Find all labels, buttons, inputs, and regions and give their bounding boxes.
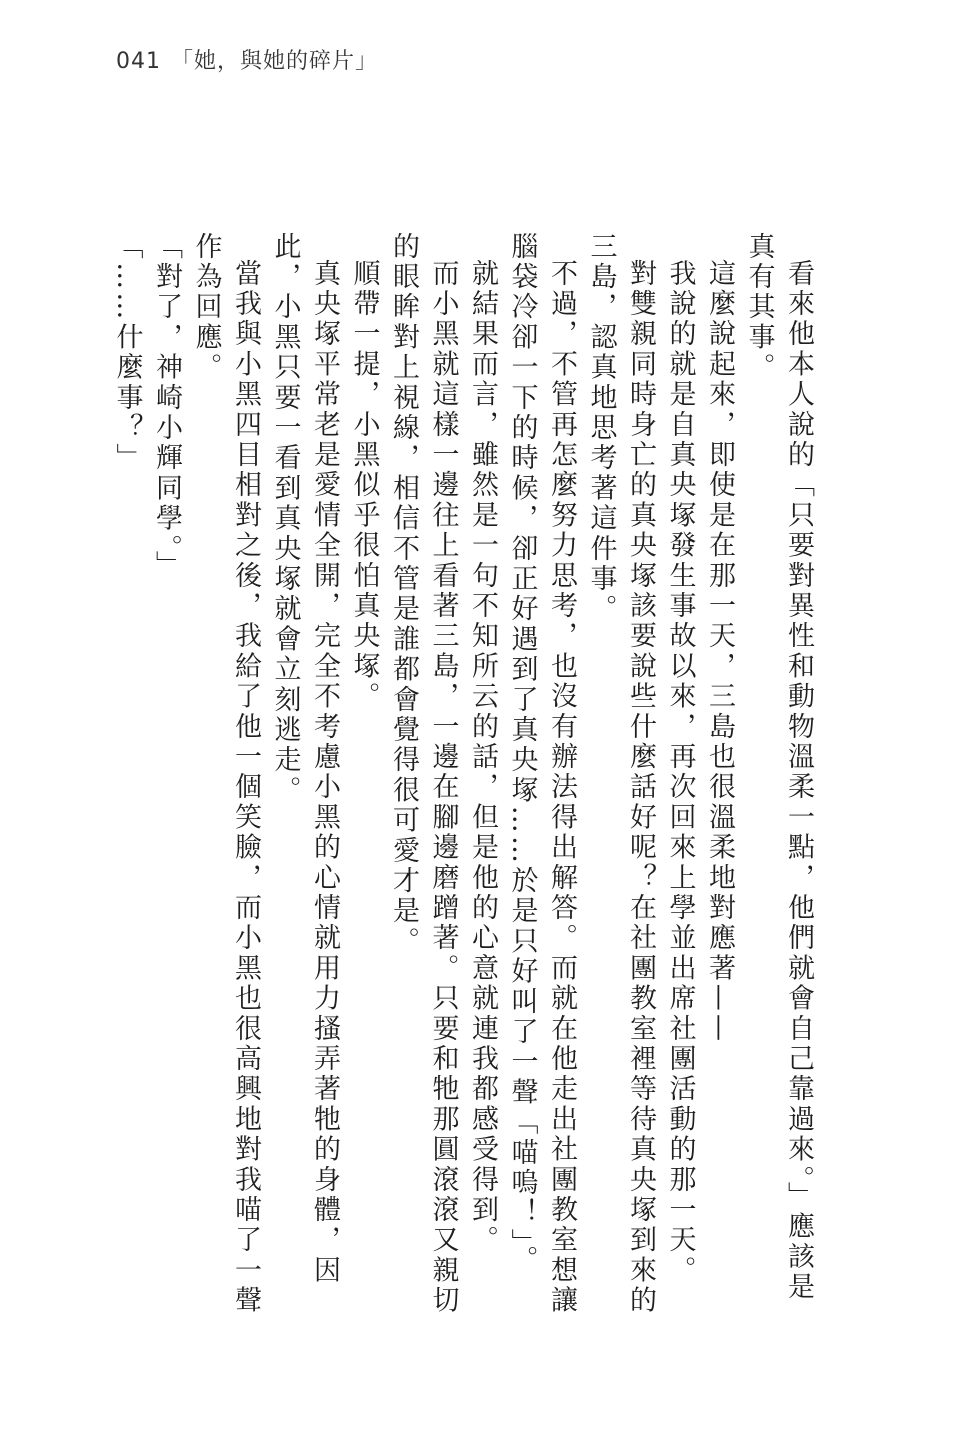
page-number: 041 — [116, 49, 161, 74]
body-text — [107, 232, 818, 1322]
dialogue-line: 「……什麼事？」 — [111, 232, 143, 474]
chapter-title: 「她，與她的碎片」 — [171, 49, 379, 74]
paragraph: 就結果而言，雖然是一句不知所云的話，但是他的心意就連我都感受得到。 — [467, 259, 498, 1256]
paragraph: 這麼說起來，即使是在那一天，三島也很溫柔地對應著—— — [704, 259, 735, 1045]
paragraph: 我說的就是自真央塚發生事故以來，再次回來上學並出席社團活動的那一天。 — [664, 259, 696, 1286]
paragraph: 而小黑就這樣一邊往上看著三島，一邊在腳邊磨蹭著。只要和牠那圓滾滾又親切的眼眸對上視線，相信不管是誰都會覺得很可愛才是。 — [388, 232, 459, 1316]
paragraph: 看來他本人說的「只要對異性和動物溫柔一點，他們就會自己靠過來。」應該是真有其事。 — [743, 232, 814, 1303]
paragraph: 不過，不管再怎麼努力思考，也沒有辦法得出解答。而就在他走出社團教室想讓腦袋冷卻一下的時候，卻正好遇到了真央塚……於是只好叫了一聲「喵嗚！」。 — [506, 232, 577, 1316]
paragraph: 順帶一提，小黑似乎很怕真央塚。 — [348, 259, 380, 712]
running-header — [116, 44, 378, 75]
paragraph: 當我與小黑四目相對之後，我給了他一個笑臉，而小黑也很高興地對我喵了一聲作為回應。 — [190, 232, 261, 1316]
paragraph: 對雙親同時身亡的真央塚該要說些什麼話好呢？在社團教室裡等待真央塚到來的三島，認真地思考著這件事。 — [585, 232, 656, 1316]
dialogue-line: 「對了，神崎小輝同學。」 — [151, 232, 182, 581]
paragraph: 真央塚平常老是愛情全開，完全不考慮小黑的心情就用力搔弄著牠的身體，因此，小黑只要一看到真央塚就會立刻逃走。 — [269, 232, 340, 1286]
